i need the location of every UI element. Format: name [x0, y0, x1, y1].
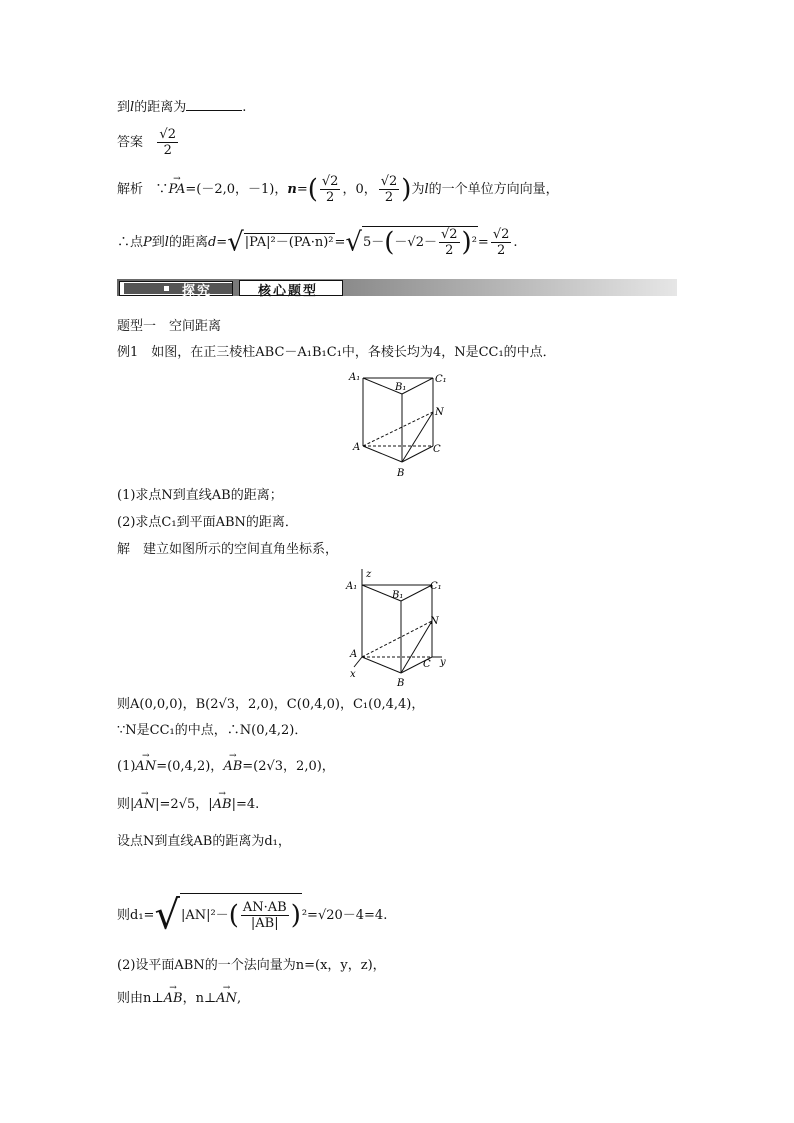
d1-formula: 则d₁=√|AN|²－( $\frac{AN\cdot AB}{|AB|}$ )²=√20－4=4.	[117, 892, 388, 939]
banner-tab-explore: 探究	[119, 281, 233, 296]
part1-magnitudes: 则|→ AN|=2√5，|→ AB|=4.	[117, 796, 259, 814]
section-banner	[117, 279, 677, 299]
prism-figure-1	[345, 368, 455, 483]
answer-blank	[186, 98, 242, 111]
vector-ab: → AB	[223, 758, 242, 776]
label-c1: C₁	[435, 374, 447, 385]
analysis-line: 解析 ∵→ PA=(－2,0，－1)，n=( $\frac{√2}{2}$ ，0， $\frac{√2}{2}$ )为l的一个单位方向向量，	[117, 174, 559, 205]
answer-fraction: $\frac{√2}{2}$	[159, 127, 176, 158]
part1-vectors: (1)→ AN=(0,4,2)，→ AB=(2√3，2,0)，	[117, 758, 335, 776]
label-c1-fig2: C₁	[430, 581, 442, 592]
section-title: 题型一 空间距离	[117, 319, 222, 334]
label-n: N	[435, 407, 444, 418]
vector-pa: → PA	[168, 181, 185, 199]
label-b: B	[397, 468, 405, 479]
label-z: z	[366, 569, 372, 580]
answer-label: 答案	[117, 135, 144, 150]
vector-an: → AN	[135, 758, 156, 776]
part2-normal: (2)设平面ABN的一个法向量为n=(x，y，z)，	[117, 958, 386, 973]
midpoint-line: ∵N是CC₁的中点，∴N(0,4,2)．	[117, 723, 308, 738]
part2-perpendicular: 则由n⊥→ AB，n⊥→ AN,	[117, 990, 241, 1008]
label-a1-fig2: A₁	[346, 581, 358, 592]
answer-line	[117, 127, 180, 158]
label-a-fig2: A	[350, 649, 358, 660]
square-bullet-icon	[164, 286, 169, 291]
question-1: (1)求点N到直线AB的距离；	[117, 488, 283, 503]
analysis-label: 解析	[117, 182, 144, 197]
label-c-fig2: C	[423, 659, 431, 670]
label-b-fig2: B	[397, 678, 405, 689]
label-x: x	[350, 669, 356, 680]
solution-intro: 解 建立如图所示的空间直角坐标系，	[117, 542, 339, 557]
label-b1: B₁	[395, 382, 407, 393]
fill-blank-line: 到l的距离为 .	[117, 100, 247, 115]
coordinates-line: 则A(0,0,0)，B(2√3，2,0)，C(0,4,0)，C₁(0,4,4)，	[117, 697, 425, 712]
label-c: C	[433, 444, 441, 455]
label-n-fig2: N	[430, 616, 439, 627]
example-statement: 例1 如图，在正三棱柱ABC－A₁B₁C₁中，各棱长均为4，N是CC₁的中点．	[117, 345, 556, 360]
d1-definition: 设点N到直线AB的距离为d₁，	[117, 834, 291, 849]
question-2: (2)求点C₁到平面ABN的距离．	[117, 515, 298, 530]
label-b1-fig2: B₁	[392, 590, 404, 601]
distance-line: ∴点P到l的距离d=√|PA|²－(PA·n)²=√5－(－√2－ $\frac{√2}{2}$ )²= $\frac{√2}{2}$ .	[117, 227, 518, 258]
prism-figure-2	[340, 565, 460, 690]
banner-tab-core: 核心题型	[239, 280, 343, 296]
label-y: y	[440, 657, 446, 668]
label-a1: A₁	[349, 372, 361, 383]
label-a: A	[353, 442, 361, 453]
